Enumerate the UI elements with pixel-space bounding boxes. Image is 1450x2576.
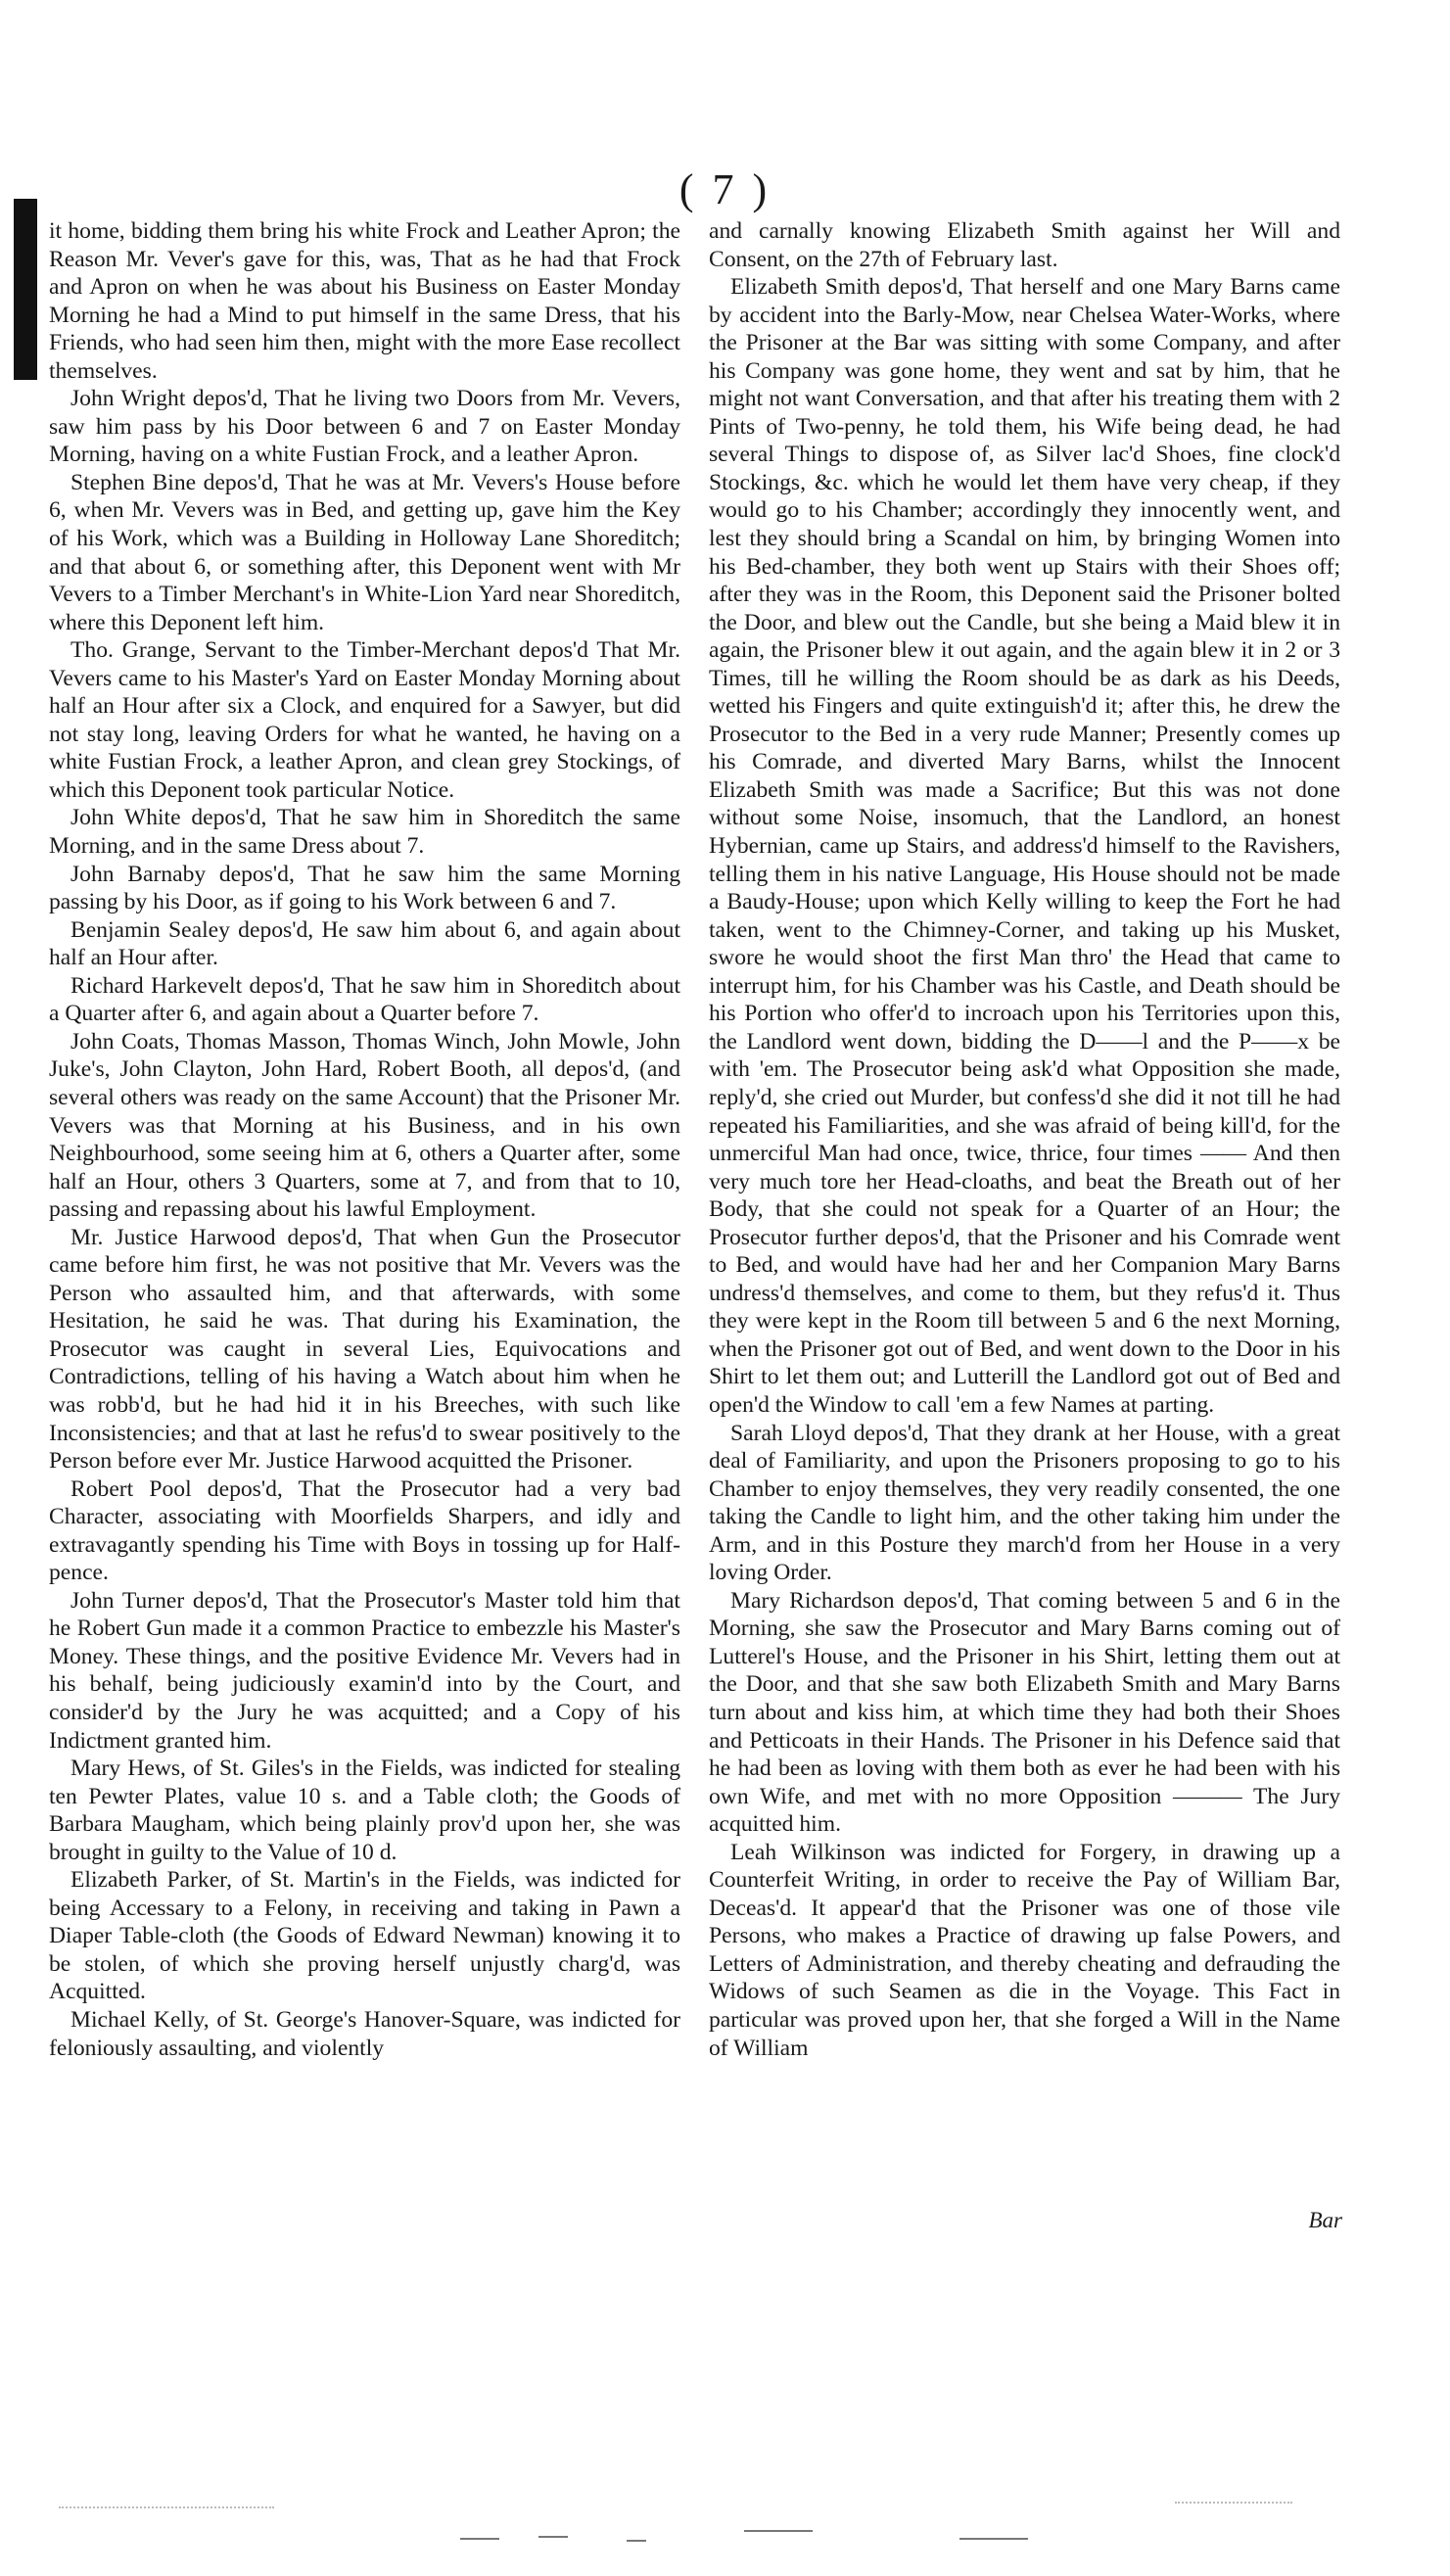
paragraph: Elizabeth Parker, of St. Martin's in the Fields, was indicted for being Accessary to a Felony, in receiving and taking in Pawn a Diaper Table-cloth (the Goods of Edward Newman) knowing it to be stolen, of which she proving herself unjustly charg'd, was Acquitted. [49, 1867, 680, 2005]
paragraph: it home, bidding them bring his white Frock and Leather Apron; the Reason Mr. Vever's gave for this, was, That as he had that Frock and Apron on when he was about his Business on Easter Monday Morning he had a Mind to put himself in the same Dress, that his Friends, who had seen him then, might with the more Ease recollect themselves. [49, 218, 680, 384]
paragraph: Tho. Grange, Servant to the Timber-Merchant depos'd That Mr. Vevers came to his Master's Yard on Easter Monday Morning about half an Hour after six a Clock, and enquired for a Sawyer, but did not stay long, leaving Orders for what he wanted, he having on a white Fustian Frock, a leather Apron, and clean grey Stockings, of which this Deponent took particular Notice. [49, 637, 680, 803]
paragraph: Stephen Bine depos'd, That he was at Mr. Vevers's House before 6, when Mr. Vevers was in Bed, and getting up, gave him the Key of his Work, which was a Building in Holloway Lane Shoreditch; and that about 6, or something after, this Deponent went with Mr Vevers to a Timber Merchant's in White-Lion Yard near Shoreditch, where this Deponent left him. [49, 469, 680, 635]
paragraph: John Wright depos'd, That he living two Doors from Mr. Vevers, saw him pass by his Door between 6 and 7 on Easter Monday Morning, having on a white Fustian Frock, and a leather Apron. [49, 386, 680, 468]
left-column [49, 217, 680, 2062]
bottom-rule [959, 2538, 1028, 2540]
paragraph: Robert Pool depos'd, That the Prosecutor had a very bad Character, associating with Moorfields Sharpers, and idly and extravagantly spending his Time with Boys in tossing up for Half-pence. [49, 1475, 680, 1586]
paragraph: Sarah Lloyd depos'd, That they drank at her House, with a great deal of Familiarity, and upon the Prisoners proposing to go to his Chamber to enjoy themselves, they very readily consented, the one taking the Candle to light him, and the other taking him under the Arm, and in this Posture they march'd from her House in a very loving Order. [709, 1420, 1340, 1586]
edge-speckle [1175, 2502, 1292, 2505]
edge-speckle [59, 2506, 274, 2509]
paragraph: Richard Harkevelt depos'd, That he saw him in Shoreditch about a Quarter after 6, and again about a Quarter before 7. [49, 972, 680, 1027]
paragraph: Mary Richardson depos'd, That coming between 5 and 6 in the Morning, she saw the Prosecutor and Mary Barns coming out of Lutterel's House, and the Prisoner in his Shirt, letting them out at the Door, and that she saw both Elizabeth Smith and Mary Barns turn about and kiss him, at which time they had both their Shoes and Petticoats in their Hands. The Prisoner in his Defence said that he had been as loving with them both as ever he had been with his own Wife, and met with no more Opposition ——— The Jury acquitted him. [709, 1587, 1340, 1838]
right-column [709, 217, 1340, 2062]
margin-bar [14, 199, 37, 380]
paragraph: John Coats, Thomas Masson, Thomas Winch, John Mowle, John Juke's, John Clayton, John Hard, Robert Booth, all depos'd, (and several others was ready on the same Account) that the Prisoner Mr. Vevers was that Morning at his Business, and in his own Neighbourhood, some seeing him at 6, others a Quarter after, some half an Hour, others 3 Quarters, some at 7, and from that to 10, passing and repassing about his lawful Employment. [49, 1028, 680, 1223]
paragraph: John Barnaby depos'd, That he saw him the same Morning passing by his Door, as if going to his Work between 6 and 7. [49, 861, 680, 915]
paragraph: John White depos'd, That he saw him in Shoreditch the same Morning, and in the same Dress about 7. [49, 805, 680, 860]
paragraph: Mary Hews, of St. Giles's in the Fields, was indicted for stealing ten Pewter Plates, value 10 s. and a Table cloth; the Goods of Barbara Maugham, which being plainly prov'd upon her, she was brought in guilty to the Value of 10 d. [49, 1756, 680, 1865]
bottom-rule [627, 2540, 646, 2542]
page-number: ( 7 ) [678, 165, 772, 213]
paragraph: Leah Wilkinson was indicted for Forgery, in drawing up a Counterfeit Writing, in order to receive the Pay of William Bar, Deceas'd. It appear'd that the Prisoner was one of those vile Persons, who makes a Practice of drawing up false Powers, and Letters of Administration, and thereby cheating and defrauding the Widows of such Seamen as die in the Voyage. This Fact in particular was proved upon her, that she forged a Will in the Name of William [709, 1839, 1340, 2061]
paragraph: Mr. Justice Harwood depos'd, That when Gun the Prosecutor came before him first, he was not positive that Mr. Vevers was the Person who assaulted him, and that afterwards, with some Hesitation, he said he was. That during his Examination, the Prosecutor was caught in several Lies, Equivocations and Contradictions, telling of his having a Watch about him when he was robb'd, but he had hid it in his Breeches, with such like Inconsistencies; and that at last he refus'd to swear positively to the Person before ever Mr. Justice Harwood acquitted the Prisoner. [49, 1224, 680, 1475]
paragraph: Elizabeth Smith depos'd, That herself and one Mary Barns came by accident into the Barly-Mow, near Chelsea Water-Works, where the Prisoner at the Bar was sitting with some Company, and after his Company was gone home, they went and sat by him, that he might not want Conversation, and that after his treating them with 2 Pints of Two-penny, he told them, his Wife being dead, he had several Things to dispose of, as Silver lac'd Shoes, fine clock'd Stockings, &c. which he would let them have very cheap, if they would go to his Chamber; accordingly they innocently went, and lest they should bring a Scandal on him, by bringing Women into his Bed-chamber, they both went up Stairs with their Shoes off; after they was in the Room, this Deponent said the Prisoner bolted the Door, and blew out the Candle, but she being a Maid blew it in again, the Prisoner blew it out again, and the again blew it in 2 or 3 Times, till he willing the Room should be as dark as his Deeds, wetted his Fingers and quite extinguish'd it; after this, he drew the Prosecutor to the Bed in a very rude Manner; Presently comes up his Comrade, and diverted Mary Barns, whilst the Innocent Elizabeth Smith was made a Sacrifice; But this was not done without some Noise, insomuch, that the Landlord, an honest Hybernian, came up Stairs, and address'd himself to the Ravishers, telling them in his native Language, His House should not be made a Baudy-House; upon which Kelly willing to keep the Fort he had taken, went to the Chimney-Corner, and taking up his Musket, swore he would shoot the first Man thro' the Head that came to interrupt him, for his Chamber was his Castle, and Death should be his Portion who offer'd to incroach upon his Territories upon this, the Landlord went down, bidding the D——l and the P——x be with 'em. The Prosecutor being ask'd what Opposition she made, reply'd, she cried out Murder, but confess'd she did it not till he had repeated his Familiarities, and she was afraid of being kill'd, for the unmerciful Man had once, twice, thrice, four times —— And then very much tore her Head-cloaths, and beat the Breath out of her Body, that she could not speak for a Quarter of an Hour; the Prosecutor further depos'd, that the Prisoner and his Comrade went to Bed, and would have had her and her Companion Mary Barns undress'd themselves, and come to them, but they refus'd it. Thus they were kept in the Room till between 5 and 6 the next Morning, when the Prisoner got out of Bed, and went down to the Door in his Shirt to let them out; and Lutterill the Landlord got out of Bed and open'd the Window to call 'em a few Names at parting. [709, 274, 1340, 1418]
bottom-rule [538, 2536, 568, 2538]
paragraph: and carnally knowing Elizabeth Smith against her Will and Consent, on the 27th of February last. [709, 218, 1340, 272]
bottom-rule [460, 2538, 499, 2540]
catchword: Bar [1308, 2208, 1342, 2232]
paragraph: John Turner depos'd, That the Prosecutor's Master told him that he Robert Gun made it a common Practice to embezzle his Master's Money. These things, and the positive Evidence Mr. Vevers had in his behalf, being judiciously examin'd into by the Court, and consider'd by the Jury he was acquitted; and a Copy of his Indictment granted him. [49, 1587, 680, 1754]
bottom-rule [744, 2530, 813, 2532]
paragraph: Benjamin Sealey depos'd, He saw him about 6, and again about half an Hour after. [49, 916, 680, 971]
paragraph: Michael Kelly, of St. George's Hanover-Square, was indicted for feloniously assaulting, and violently [49, 2007, 680, 2061]
